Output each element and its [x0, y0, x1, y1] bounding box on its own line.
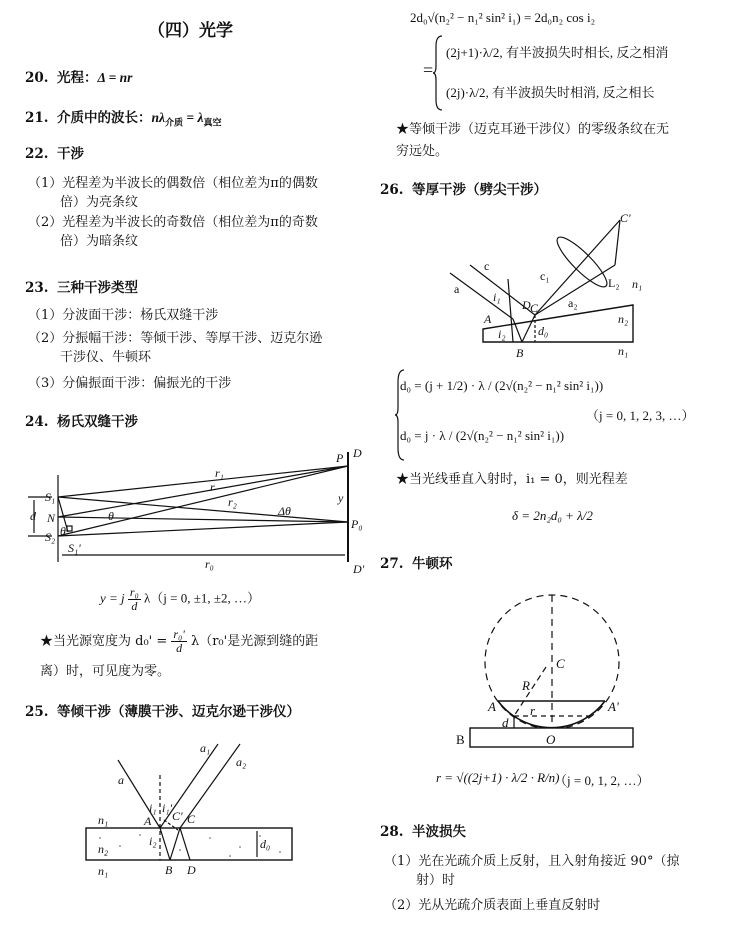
section-number: 26. [380, 182, 404, 198]
label-a-point: A [144, 814, 152, 828]
denominator: d [176, 641, 183, 655]
section-28 [380, 820, 466, 840]
section-23 [25, 276, 138, 296]
label-d-screen: D [353, 446, 362, 460]
label-d: D [187, 863, 196, 877]
section-label: 等厚干涉（劈尖干涉） [412, 182, 547, 198]
note-text: 离）时，可见度为零。 [40, 664, 171, 679]
label-a2: a₂ [568, 296, 578, 310]
section-label: 牛顿环 [412, 556, 453, 572]
ray-a [450, 273, 513, 319]
section-number: 22. [25, 146, 49, 162]
section-number: 25. [25, 704, 49, 720]
section-27 [380, 552, 453, 572]
section-26 [380, 178, 547, 198]
item-text: 倍）为暗条纹 [60, 234, 139, 249]
section-label: 干涉 [57, 146, 84, 162]
list-item [28, 174, 358, 212]
label-l2: L₂ [608, 276, 620, 290]
item-text: 光从光疏介质表面上垂直反射时 [418, 898, 601, 913]
item-text: 干涉仪、牛顿环 [60, 350, 152, 365]
label-a-point: A [484, 312, 492, 326]
label-y: y [338, 491, 344, 505]
fraction [171, 628, 186, 655]
newton-rings-diagram [420, 570, 680, 760]
list-item [384, 896, 734, 915]
note-text: 穷远处。 [396, 144, 449, 159]
formula-rhs: λ（j = 0, ±1, ±2, …） [144, 590, 261, 606]
label-delta-theta: Δθ [278, 504, 291, 518]
label-p0: P₀ [351, 517, 363, 531]
label-d-point: D [522, 298, 531, 312]
label-n: N [47, 511, 56, 525]
label-r0: r₀ [205, 557, 214, 571]
young-double-slit-diagram [0, 440, 370, 580]
item-index: （2） [28, 215, 63, 230]
dark-fringe-thickness: d₀ = j · λ / (2√(n₂² − n₁² sin² i₁)) [400, 428, 565, 443]
label-i1-prime: i₁' [162, 801, 173, 815]
label-p: P [336, 451, 344, 465]
formula: Δ = nr [97, 70, 133, 85]
label-r2: r₂ [228, 495, 237, 509]
label-n1-bottom: n₁ [618, 344, 629, 358]
section-number: 23. [25, 280, 49, 296]
label-r-big: R [522, 678, 530, 693]
label-c: C [187, 812, 196, 826]
label-d: d [502, 715, 509, 730]
bright-fringe-thickness: d₀ = (j + 1/2) · λ / (2√(n₂² − n₁² sin² i₁)) [400, 378, 604, 393]
order-range: （j = 0, 1, 2, 3, …） [586, 408, 695, 423]
item-text: 分波面干涉：杨氏双缝干涉 [62, 308, 219, 323]
section-25 [25, 700, 300, 720]
label-s1-prime: S₁' [68, 541, 81, 555]
path-difference-formula: 2d₀√(n₂² − n₁² sin² i₁) = 2d₀n₂ cos i₂ [410, 10, 596, 25]
list-item [28, 374, 358, 393]
label-n2: n₂ [98, 842, 109, 856]
label-s1: S₁ [45, 490, 56, 504]
ray-s2-p0 [58, 522, 348, 536]
subscript: 真空 [203, 118, 222, 129]
label-i1: i₁ [149, 801, 157, 815]
list-item [28, 213, 358, 251]
label-n2: n₂ [618, 312, 629, 326]
label-b: B [165, 863, 173, 877]
label-theta2: θ [108, 509, 114, 523]
label-theta: θ [60, 524, 66, 538]
note-text: ★等倾干涉（迈克耳逊干涉仪）的零级条纹在无 [396, 122, 670, 137]
left-brace [432, 34, 444, 112]
list-item [28, 329, 363, 367]
section-label: 杨氏双缝干涉 [57, 414, 138, 430]
section-22 [25, 142, 84, 162]
list-item [384, 852, 734, 890]
section-24 [25, 410, 138, 430]
item-index: （1） [384, 854, 419, 869]
case-constructive: (2j+1)·λ/2, 有半波损失时相长, 反之相消 [446, 45, 669, 60]
incident-ray-a [118, 760, 160, 828]
note-text: ★当光线垂直入射时，i₁ = 0，则光程差 [396, 472, 628, 487]
equals-sign: = [423, 60, 434, 80]
label-r1: r₁ [215, 466, 224, 480]
optical-path-difference: δ = 2n₂d₀ + λ/2 [512, 508, 593, 523]
label-a: A [488, 699, 496, 714]
list-item [28, 306, 358, 325]
label-n1: n₁ [98, 813, 109, 827]
section-label: 三种干涉类型 [57, 280, 138, 296]
section-number: 21. [25, 110, 49, 126]
item-index: （2） [28, 331, 63, 346]
label-d0: d₀ [260, 837, 271, 851]
item-text: 光在光疏介质上反射，且入射角接近 90°（掠 [418, 854, 680, 869]
label-b: B [456, 732, 465, 747]
item-index: （3） [28, 376, 63, 391]
label-d: d [30, 509, 36, 523]
note-text: ★当光源宽度为 d₀' = [40, 634, 172, 649]
fraction [128, 586, 141, 613]
item-index: （2） [384, 898, 419, 913]
item-text: 光程差为半波长的偶数倍（相位差为π的偶数 [62, 176, 318, 191]
label-n1: n₁ [632, 277, 643, 291]
note-visibility [40, 628, 360, 655]
subscript: 介质 [165, 118, 184, 129]
label-i2: i₂ [149, 834, 157, 848]
label-d0: d₀ [538, 324, 549, 338]
label-b: B [516, 346, 524, 360]
section-number: 24. [25, 414, 49, 430]
label-o: O [546, 732, 556, 747]
note-text: λ（r₀'是光源到缝的距 [190, 634, 319, 649]
item-text: 倍）为亮条纹 [60, 195, 139, 210]
formula-lhs: nλ [151, 110, 165, 125]
section-label: 介质中的波长： [57, 110, 152, 126]
item-index: （1） [28, 308, 63, 323]
ring-radius-formula: r = √((2j+1) · λ/2 · R/n) [436, 770, 560, 785]
section-label: 等倾干涉（薄膜干涉、迈克尔逊干涉仪） [57, 704, 300, 720]
formula-lhs: y = j [100, 590, 125, 606]
label-s2: S₂ [45, 530, 56, 544]
label-c-prime: C' [620, 211, 631, 225]
wedge-diagram [440, 205, 670, 365]
label-r: r [210, 480, 215, 494]
section-label: 光程： [57, 70, 98, 86]
section-number: 27. [380, 556, 404, 572]
label-c-ray: c [484, 259, 490, 273]
label-a-prime: A' [608, 699, 619, 714]
label-n1-bottom: n₁ [98, 864, 109, 878]
item-text: 光程差为半波长的奇数倍（相位差为π的奇数 [62, 215, 318, 230]
order-range: （j = 0, 1, 2, …） [554, 773, 650, 788]
label-i2: i₂ [498, 327, 506, 341]
item-text: 分振幅干涉：等倾干涉、等厚干涉、迈克尔逊 [62, 331, 323, 346]
label-c: C [556, 656, 565, 671]
section-number: 20. [25, 70, 49, 86]
item-text: 射）时 [416, 873, 456, 888]
label-r-small: r [530, 703, 536, 718]
numerator: r₀' [173, 627, 185, 641]
label-d-prime: D' [353, 562, 365, 576]
section-label: 半波损失 [412, 824, 466, 840]
item-text: 分偏振面干涉：偏振光的干涉 [62, 376, 232, 391]
page-title: （四）光学 [148, 21, 233, 41]
case-destructive: (2j)·λ/2, 有半波损失时相消, 反之相长 [446, 85, 655, 100]
numerator: r₀ [129, 585, 139, 599]
label-c1: c₁ [540, 269, 550, 283]
section-21 [25, 106, 221, 129]
label-c-prime: C' [172, 809, 183, 823]
denominator: d [131, 599, 138, 613]
section-number: 28. [380, 824, 404, 840]
ray-r1 [58, 466, 348, 497]
section-20 [25, 66, 132, 86]
label-c-point: C [530, 301, 539, 315]
label-a2: a₂ [236, 755, 247, 769]
thin-film-diagram [60, 720, 320, 880]
label-a: a [118, 773, 124, 787]
label-a: a [454, 282, 460, 296]
item-index: （1） [28, 176, 63, 191]
fringe-position-formula [100, 586, 260, 613]
label-a1: a₁ [200, 741, 211, 755]
label-i1: i₁ [493, 290, 501, 304]
formula-rhs: = λ [183, 110, 204, 125]
